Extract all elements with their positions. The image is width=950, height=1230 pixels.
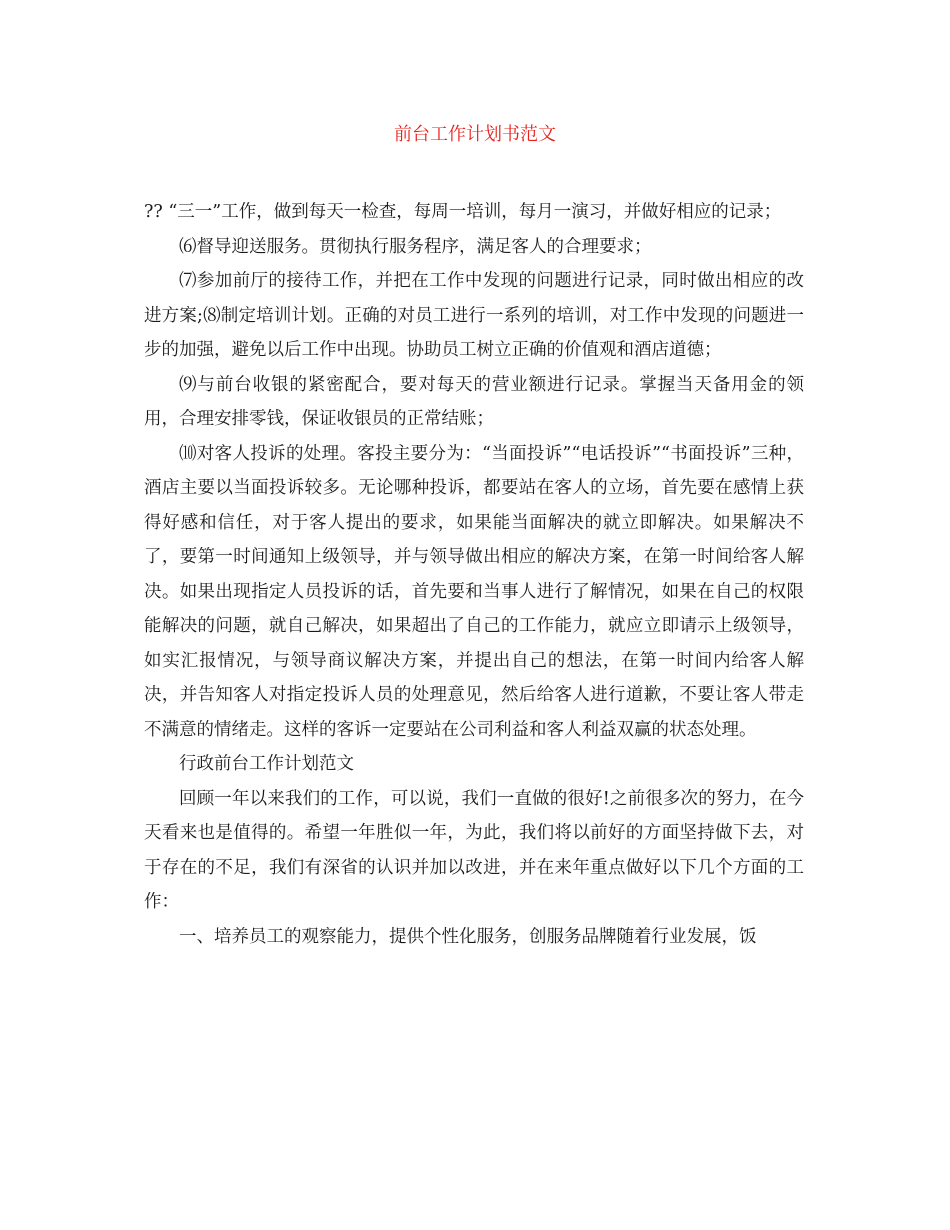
- paragraph-annual-review: 回顾一年以来我们的工作，可以说，我们一直做的很好!之前很多次的努力，在今天看来也是值得的。希望一年胜似一年，为此，我们将以前好的方面坚持做下去，对于存在的不足，我们有深省的认识并加以改进，并在来年重点做好以下几个方面的工作：: [144, 788, 804, 912]
- paragraph-reception-training: ⑺参加前厅的接待工作，并把在工作中发现的问题进行记录，同时做出相应的改进方案;⑻制定培训计划。正确的对员工进行一系列的培训，对工作中发现的问题进一步的加强，避免以后工作中出现。协助员工树立正确的价值观和酒店道德；: [144, 271, 804, 360]
- paragraph-complaint-handling: ⑽对客人投诉的处理。客投主要分为：“当面投诉”“电话投诉”“书面投诉”三种，酒店主要以当面投诉较多。无论哪种投诉，都要站在客人的立场，首先要在感情上获得好感和信任，对于客人提出的要求，如果能当面解决的就立即解决。如果解决不了，要第一时间通知上级领导，并与领导做出相应的解决方案，在第一时间给客人解决。如果出现指定人员投诉的话，首先要和当事人进行了解情况，如果在自己的权限能解决的问题，就自己解决，如果超出了自己的工作能力，就应立即请示上级领导，如实汇报情况，与领导商议解决方案，并提出自己的想法，在第一时间内给客人解决，并告知客人对指定投诉人员的处理意见，然后给客人进行道歉，不要让客人带走不满意的情绪走。这样的客诉一定要站在公司利益和客人利益双赢的状态处理。: [144, 443, 804, 740]
- paragraph-staff-observation: 一、培养员工的观察能力，提供个性化服务，创服务品牌随着行业发展，饭: [179, 926, 757, 947]
- paragraph-cashier-coordination: ⑼与前台收银的紧密配合，要对每天的营业额进行记录。掌握当天备用金的领用，合理安排零钱，保证收银员的正常结账；: [144, 374, 804, 429]
- paragraph-safety-training: ?? “三一”工作，做到每天一检查，每周一培训，每月一演习，并做好相应的记录；: [144, 202, 782, 222]
- section-heading-admin-front-desk: 行政前台工作计划范文: [179, 754, 354, 774]
- document-title: 前台工作计划书范文: [394, 124, 556, 145]
- paragraph-greeting-service: ⑹督导迎送服务。贯彻执行服务程序，满足客人的合理要求；: [179, 236, 652, 257]
- document-body: [144, 195, 804, 954]
